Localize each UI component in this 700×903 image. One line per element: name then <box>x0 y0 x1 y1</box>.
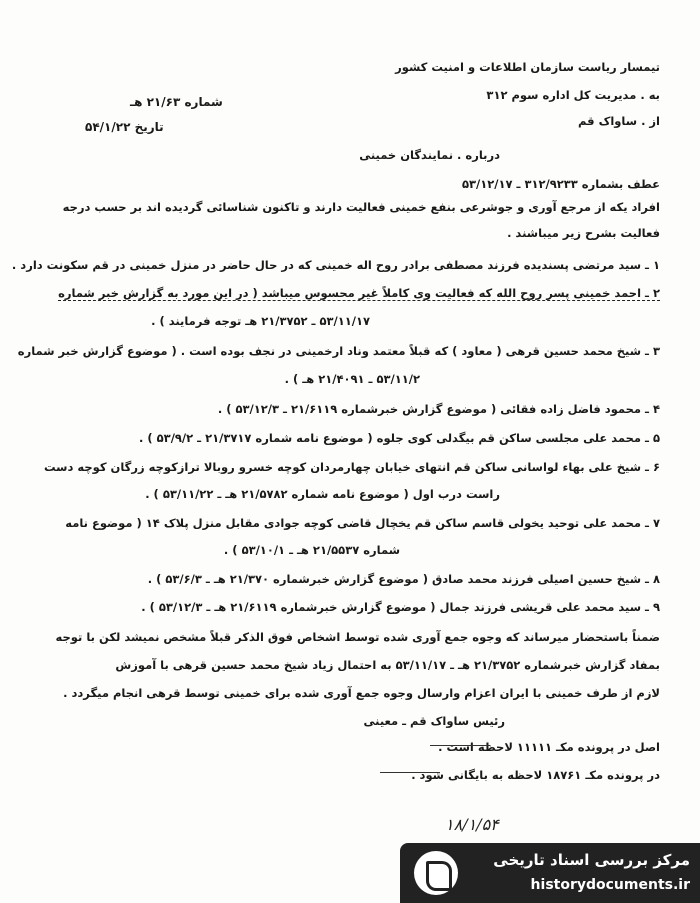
closing-line-3: لازم از طرف خمینی با ایران اعزام وارسال وجوه جمع آوری شده برای خمینی توسط قرهی انجام میگردد . <box>63 686 660 700</box>
item-5: ۵ ـ محمد علی مجلسی ساکن قم بیگدلی کوی جلوه ( موضوع نامه شماره ۲۱/۳۷۱۷ ـ ۵۳/۹/۲ ) . <box>139 431 660 445</box>
closing-line-2: بمفاد گزارش خبرشماره ۲۱/۳۷۵۲ هـ ـ ۵۳/۱۱/۱۷ به احتمال زیاد شیخ محمد حسین قرهی با آموزش <box>115 658 660 672</box>
watermark-url: historydocuments.ir <box>530 877 690 893</box>
item-4: ۴ ـ محمود فاضل زاده فقائی ( موضوع گزارش خبرشماره ۲۱/۶۱۱۹ ـ ۵۳/۱۲/۳ ) . <box>217 402 660 416</box>
signature-line: رئیس ساواک قم ـ معینی <box>363 714 505 728</box>
archive-logo-icon <box>414 851 458 895</box>
recipient-office: تیمسار ریاست سازمان اطلاعات و امنیت کشور <box>395 60 660 74</box>
watermark-logo <box>400 843 700 903</box>
item-1: ۱ ـ سید مرتضی پسندیده فرزند مصطفی برادر روح اله خمینی که در حال حاضر در منزل خمینی در قم سکونت دارد . <box>11 258 660 272</box>
handwritten-date: ۱۸/۱/۵۴ <box>445 815 499 834</box>
item-6-line-1: ۶ ـ شیخ علی بهاء لواسانی ساکن قم انتهای خیابان چهارمردان کوچه خسرو روبالا ترازکوچه زرگان کوچه دست <box>44 460 660 474</box>
closing-line-1: ضمناً باستحضار میرساند که وجوه جمع آوری شده توسط اشخاص فوق الذکر قبلاً مشخص نمیشد لکن با توجه <box>55 630 660 644</box>
item-3-line-2: ۵۳/۱۱/۲ ـ ۲۱/۴۰۹۱ هـ ) . <box>284 372 420 386</box>
item-2-line-1 <box>30 286 660 301</box>
subject-line: درباره . نمایندگان خمینی <box>359 148 500 162</box>
intro-line-1: افراد یکه از مرجع آوری و جوشرعی بنفع خمینی فعالیت دارند و تاکنون شناسائی گردیده اند بر حسب درجه <box>62 200 660 214</box>
intro-line-2: فعالیت بشرح زیر میباشند . <box>507 226 660 240</box>
footer-note-2: در پرونده مکـ ۱۸۷۶۱ لاحظه به بایگانی شود . <box>411 768 660 782</box>
item-2-line-2: ۵۳/۱۱/۱۷ ـ ۲۱/۳۷۵۲ هـ توجه فرمایند ) . <box>151 314 370 328</box>
letter-date: تاریخ ۵۴/۱/۲۲ <box>85 120 164 134</box>
file-reference-strike-1 <box>430 745 490 746</box>
item-8: ۸ ـ شیخ حسین اصیلی فرزند محمد صادق ( موضوع گزارش خبرشماره ۲۱/۳۷۰ هـ ـ ۵۳/۶/۳ ) . <box>147 572 660 586</box>
to-line: به . مدیریت کل اداره سوم ۳۱۲ <box>486 88 660 102</box>
from-line: از . ساواک قم <box>578 114 660 128</box>
item-6-line-2: راست درب اول ( موضوع نامه شماره ۲۱/۵۷۸۲ هـ ـ ۵۳/۱۱/۲۲ ) . <box>145 487 500 501</box>
item-7-line-2: شماره ۲۱/۵۵۳۷ هـ ـ ۵۳/۱۰/۱ ) . <box>223 543 400 557</box>
letter-number: شماره ۲۱/۶۳ هـ <box>130 95 223 109</box>
item-9: ۹ ـ سید محمد علی قریشی فرزند جمال ( موضوع گزارش خبرشماره ۲۱/۶۱۱۹ هـ ـ ۵۳/۱۲/۳ ) . <box>141 600 660 614</box>
footer-note-1: اصل در پرونده مکـ ۱۱۱۱۱ لاحظه است . <box>438 740 660 754</box>
file-reference-strike-2 <box>380 772 440 773</box>
item-3-line-1: ۳ ـ شیخ محمد حسین قرهی ( معاود ) که قبلاً معتمد وناد ارخمینی در نجف بوده است . ( موضوع گزارش خبر شماره <box>17 344 660 358</box>
reference-line: عطف بشماره ۳۱۲/۹۲۳۳ ـ ۵۳/۱۲/۱۷ <box>461 177 660 191</box>
item-7-line-1: ۷ ـ محمد علی توحید یخولی قاسم ساکن قم یخچال قاضی کوچه جوادی مقابل منزل پلاک ۱۴ ( موضوع نامه <box>65 516 660 530</box>
watermark-title: مرکز بررسی اسناد تاریخی <box>493 851 690 869</box>
item-2-text: ۲ ـ احمد خمینی پسر روح الله که فعالیت وی کاملاً غیر محسوس میباشد ( در این مورد به گزارش خبر شماره <box>58 286 660 300</box>
